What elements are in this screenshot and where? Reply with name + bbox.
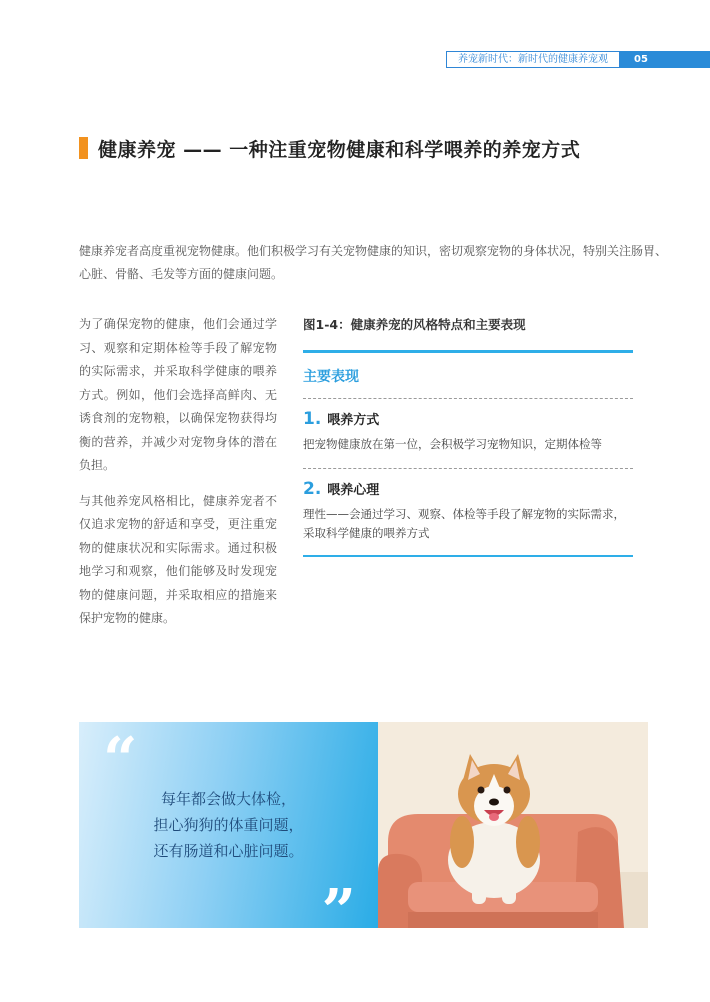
close-quote-icon: ” — [321, 877, 356, 947]
intro-paragraph: 健康养宠者高度重视宠物健康。他们积极学习有关宠物健康的知识，密切观察宠物的身体状况，特别关注肠胃、心脏、骨骼、毛发等方面的健康问题。 — [79, 244, 668, 281]
quote-line: 担心狗狗的体重问题， — [153, 816, 304, 834]
corgi-on-sofa-image — [378, 722, 648, 928]
heading-text: 健康养宠 —— 一种注重宠物健康和科学喂养的养宠方式 — [98, 138, 581, 161]
item-label: 喂养心理 — [327, 483, 380, 498]
figure-item — [303, 409, 633, 454]
dotted-divider — [303, 398, 633, 399]
quote-text — [79, 786, 378, 864]
figure-title: 图1-4：健康养宠的风格特点和主要表现 — [303, 317, 526, 332]
page-number: 05 — [620, 51, 710, 68]
figure-item — [303, 479, 633, 543]
section-heading — [79, 136, 670, 160]
quote-line: 还有肠道和心脏问题。 — [153, 842, 304, 860]
quote-banner — [79, 722, 648, 947]
item-label: 喂养方式 — [327, 413, 380, 428]
corgi-photo — [378, 722, 648, 928]
quote-box — [79, 722, 378, 947]
figure-bottom-rule — [303, 555, 633, 557]
item-number: 1. — [303, 409, 322, 429]
page-header — [446, 51, 710, 68]
open-quote-icon: “ — [103, 725, 138, 795]
item-description: 把宠物健康放在第一位，会积极学习宠物知识，定期体检等 — [303, 437, 602, 451]
body-paragraph: 为了确保宠物的健康，他们会通过学习、观察和定期体检等手段了解宠物的实际需求，并采取科学健康的喂养方式。例如，他们会选择高鲜肉、无诱食剂的宠物粮，以确保宠物获得均衡的营养，并减少对宠物身体的潜在负担。 — [79, 317, 277, 472]
figure-panel — [303, 315, 633, 557]
figure-top-rule — [303, 350, 633, 353]
body-paragraph: 与其他养宠风格相比，健康养宠者不仅追求宠物的舒适和享受，更注重宠物的健康状况和实际需求。通过积极地学习和观察，他们能够及时发现宠物的健康问题，并采取相应的措施来保护宠物的健康。 — [79, 493, 277, 625]
figure-subtitle: 主要表现 — [303, 369, 359, 385]
item-number: 2. — [303, 479, 322, 499]
heading-accent-bar — [79, 137, 88, 159]
quote-line: 每年都会做大体检， — [160, 790, 296, 808]
header-title: 养宠新时代：新时代的健康养宠观 — [446, 51, 620, 68]
dotted-divider — [303, 468, 633, 469]
left-column — [79, 313, 277, 643]
item-description: 理性——会通过学习、观察、体检等手段了解宠物的实际需求，采取科学健康的喂养方式 — [303, 507, 625, 540]
